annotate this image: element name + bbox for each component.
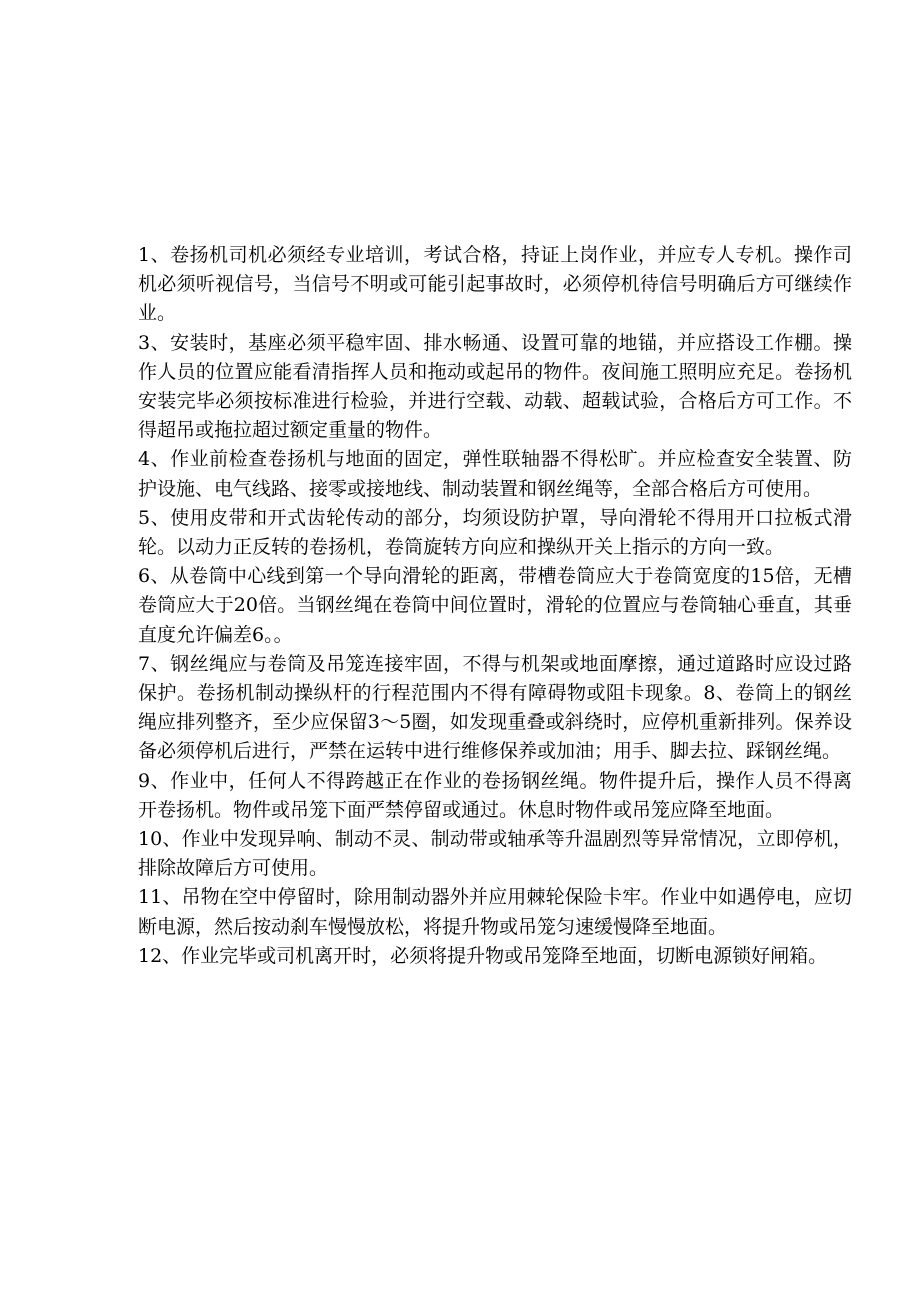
paragraph-3: 3、安装时，基座必须平稳牢固、排水畅通、设置可靠的地锚，并应搭设工作棚。操作人员的位置应能看清指挥人员和拖动或起吊的物件。夜间施工照明应充足。卷扬机安装完毕必须按标准进行检验，并进行空载、动载、超载试验，合格后方可工作。不得超吊或拖拉超过额定重量的物件。 (138, 331, 852, 442)
paragraph-10: 10、作业中发现异响、制动不灵、制动带或轴承等升温剧烈等异常情况，立即停机，排除故障后方可使用。 (138, 828, 852, 880)
document-body (138, 241, 852, 971)
paragraph-9: 9、作业中，任何人不得跨越正在作业的卷扬钢丝绳。物件提升后，操作人员不得离开卷扬机。物件或吊笼下面严禁停留或通过。休息时物件或吊笼应降至地面。 (138, 769, 852, 821)
paragraph-4: 4、作业前检查卷扬机与地面的固定，弹性联轴器不得松旷。并应检查安全装置、防护设施、电气线路、接零或接地线、制动装置和钢丝绳等，全部合格后方可使用。 (138, 448, 852, 500)
paragraph-1: 1、卷扬机司机必须经专业培训，考试合格，持证上岗作业，并应专人专机。操作司机必须听视信号，当信号不明或可能引起事故时，必须停机待信号明确后方可继续作业。 (138, 244, 852, 325)
paragraph-5: 5、使用皮带和开式齿轮传动的部分，均须设防护罩，导向滑轮不得用开口拉板式滑轮。以动力正反转的卷扬机，卷筒旋转方向应和操纵开关上指示的方向一致。 (138, 506, 852, 559)
paragraph-7-8: 7、钢丝绳应与卷筒及吊笼连接牢固，不得与机架或地面摩擦，通过道路时应设过路保护。卷扬机制动操纵杆的行程范围内不得有障碍物或阻卡现象。8、卷筒上的钢丝绳应排列整齐，至少应保留3～5圈，如发现重叠或斜绕时，应停机重新排列。保养设备必须停机后进行，严禁在运转中进行维修保养或加油；用手、脚去拉、踩钢丝绳。 (138, 652, 852, 763)
paragraph-12: 12、作业完毕或司机离开时，必须将提升物或吊笼降至地面，切断电源锁好闸箱。 (138, 944, 828, 967)
paragraph-11: 11、吊物在空中停留时，除用制动器外并应用棘轮保险卡牢。作业中如遇停电，应切断电源，然后按动刹车慢慢放松，将提升物或吊笼匀速缓慢降至地面。 (138, 886, 852, 938)
paragraph-6: 6、从卷筒中心线到第一个导向滑轮的距离，带槽卷筒应大于卷筒宽度的15倍，无槽卷筒应大于20倍。当钢丝绳在卷筒中间位置时，滑轮的位置应与卷筒轴心垂直，其垂直度允许偏差6。。 (138, 565, 852, 646)
